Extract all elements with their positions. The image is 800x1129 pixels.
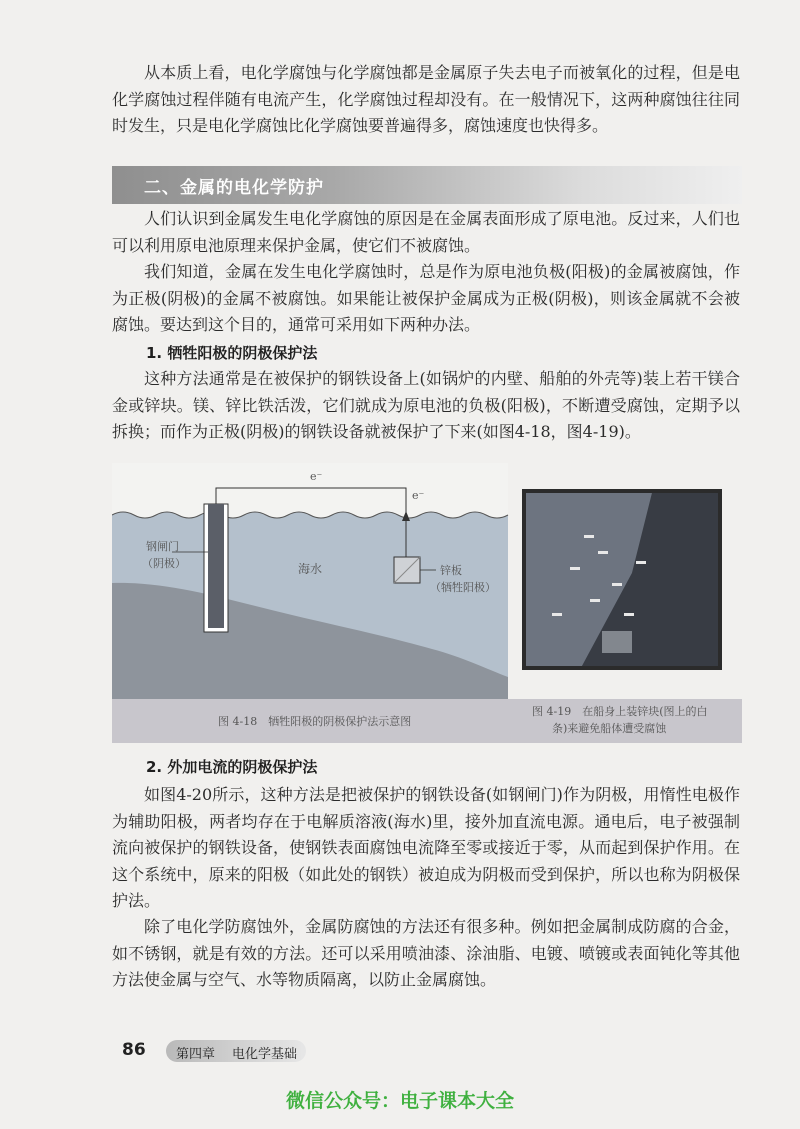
page-number: 86 bbox=[122, 1040, 146, 1060]
chapter-title: 电化学基础 bbox=[232, 1047, 298, 1062]
zinc-strip-3 bbox=[570, 567, 580, 570]
zinc-strip-1 bbox=[584, 535, 594, 538]
steel-gate-role-label: （阴极） bbox=[142, 557, 186, 570]
worker-figure bbox=[602, 631, 632, 653]
figure-4-19-caption-line-2: 条)来避免船体遭受腐蚀 bbox=[552, 722, 667, 735]
chapter-number: 第四章 bbox=[176, 1047, 216, 1062]
zinc-strip-5 bbox=[590, 599, 600, 602]
subsection-title-impressed-current: 2. 外加电流的阴极保护法 bbox=[146, 758, 318, 776]
steel-gate-label: 钢闸门 bbox=[146, 540, 179, 553]
watermark-text: 微信公众号：电子课本大全 bbox=[285, 1090, 514, 1112]
paragraph-positive-electrode: 我们知道，金属在发生电化学腐蚀时，总是作为原电池负极(阳极)的金属被腐蚀，作为正极(阴极)的金属不被腐蚀。如果能让被保护金属成为正极(阴极)，则该金属就不会被腐蚀。要达到这个目的，通常可采用如下两种办法。 bbox=[112, 262, 740, 334]
figure-4-19-caption-line-1: 图 4-19 在船身上装锌块(图上的白 bbox=[532, 705, 708, 718]
paragraph-other-methods: 除了电化学防腐蚀外，金属防腐蚀的方法还有很多种。例如把金属制成防腐的合金，如不锈钢，就是有效的方法。还可以采用喷油漆、涂油脂、电镀、喷镀或表面钝化等其他方法使金属与空气、水等物质隔离，以防止金属腐蚀。 bbox=[112, 917, 740, 989]
paragraph-impressed-current: 如图4-20所示，这种方法是把被保护的钢铁设备(如钢闸门)作为阴极，用惰性电极作为辅助阳极，两者均存在于电解质溶液(海水)里，接外加直流电源。通电后，电子被强制流向被保护的钢铁设备，使钢铁表面腐蚀电流降至零或接近于零，从而起到保护作用。在这个系统中，原来的阳极（如此处的钢铁）被迫成为阴极而受到保护，所以也称为阴极保护法。 bbox=[112, 785, 740, 910]
paragraph-principle: 人们认识到金属发生电化学腐蚀的原因是在金属表面形成了原电池。反过来，人们也可以利用原电池原理来保护金属，使它们不被腐蚀。 bbox=[112, 209, 740, 255]
steel-gate bbox=[208, 504, 224, 628]
zinc-strip-8 bbox=[636, 561, 646, 564]
figure-4-18-diagram bbox=[112, 463, 742, 743]
zinc-plate-role-label: （牺牲阳极） bbox=[430, 581, 496, 594]
section-heading: 二、金属的电化学防护 bbox=[144, 178, 324, 198]
zinc-strip-2 bbox=[598, 551, 608, 554]
zinc-strip-7 bbox=[552, 613, 562, 616]
subsection-title-sacrificial-anode: 1. 牺牲阳极的阴极保护法 bbox=[146, 344, 318, 362]
paragraph-sacrificial-anode: 这种方法通常是在被保护的钢铁设备上(如锅炉的内壁、船舶的外壳等)装上若干镁合金或锌块。镁、锌比铁活泼，它们就成为原电池的负极(阳极)，不断遭受腐蚀，定期予以拆换；而作为正极(阴极)的钢铁设备就被保护了下来(如图4-18，图4-19)。 bbox=[112, 369, 740, 441]
figure-area bbox=[112, 463, 742, 743]
electron-label-side: e⁻ bbox=[412, 489, 425, 502]
sea-water-label: 海水 bbox=[298, 562, 323, 576]
electron-label-top: e⁻ bbox=[310, 470, 323, 483]
zinc-strip-6 bbox=[624, 613, 634, 616]
paragraph-intro: 从本质上看，电化学腐蚀与化学腐蚀都是金属原子失去电子而被氧化的过程，但是电化学腐蚀过程伴随有电流产生，化学腐蚀过程却没有。在一般情况下，这两种腐蚀往往同时发生，只是电化学腐蚀比化学腐蚀要普遍得多，腐蚀速度也快得多。 bbox=[112, 63, 740, 135]
figure-4-18-caption: 图 4-18 牺牲阳极的阴极保护法示意图 bbox=[218, 715, 412, 728]
zinc-plate-label: 锌板 bbox=[440, 564, 462, 577]
zinc-strip-4 bbox=[612, 583, 622, 586]
section-heading-bar bbox=[112, 166, 742, 204]
